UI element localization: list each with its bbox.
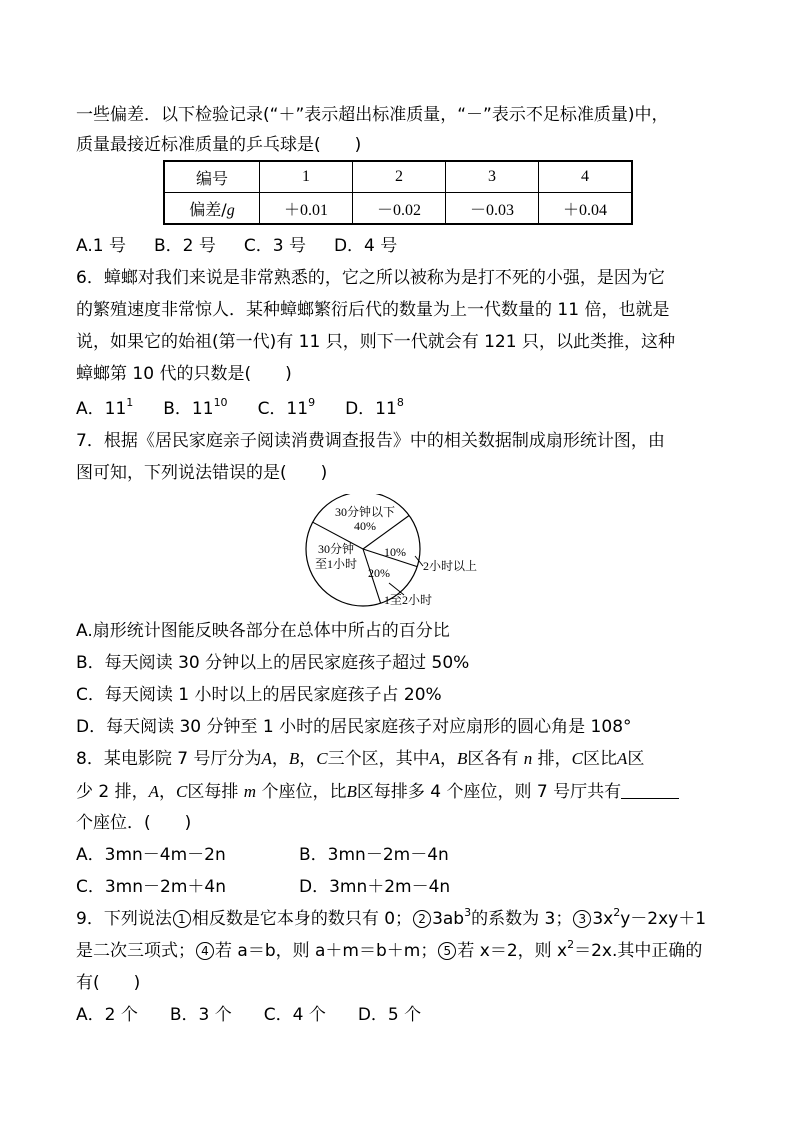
pie-chart — [290, 494, 510, 612]
q7-option-a: A.扇形统计图能反映各部分在总体中所占的百分比 — [76, 621, 450, 641]
q8-text: ， — [159, 782, 177, 802]
q8-text: 排， — [537, 749, 572, 769]
q8-text-line-3: 个座位．( ) — [76, 813, 192, 833]
var-b: B — [456, 749, 468, 768]
table-row — [164, 193, 632, 225]
q9-text: 若 x＝2，则 x — [457, 941, 568, 961]
q7-option-d: D．每天阅读 30 分钟至 1 小时的居民家庭孩子对应扇形的圆心角是 108° — [76, 717, 632, 737]
q8-text: 区每排 — [187, 782, 239, 802]
table-row — [164, 161, 632, 193]
q8-text: ， — [271, 749, 289, 769]
option-c — [257, 396, 316, 419]
q9-text: 相反数是它本身的数只有 0； — [191, 909, 413, 929]
pie-value-10pct: 10% — [384, 545, 406, 559]
q9-text: 的系数为 3； — [471, 909, 573, 929]
q9-text: 若 a＝b，则 a＋m＝b＋m； — [215, 941, 438, 961]
option-c-base: C．11 — [257, 399, 309, 419]
q9-expression: 3x — [592, 909, 614, 929]
table-cell: －0.03 — [446, 193, 539, 225]
pie-label-over-2h: 2小时以上 — [423, 559, 478, 573]
table-cell: 2 — [353, 161, 446, 193]
pie-label-30min-line2: 至1小时 — [314, 557, 358, 571]
table-cell: ＋0.04 — [539, 193, 633, 225]
var-a: A — [617, 749, 628, 768]
table-cell: －0.02 — [353, 193, 446, 225]
option-b: B．3 个 — [169, 1005, 232, 1025]
q9-text-line-3: 有( ) — [76, 973, 141, 993]
q5-options — [76, 235, 397, 257]
var-c: C — [176, 782, 188, 801]
option-c-exponent: 9 — [308, 396, 316, 410]
q9-expression: y－2xy＋1 — [620, 909, 707, 929]
q9-exponent: 2 — [613, 906, 621, 920]
row-label-text: 偏差/ — [189, 199, 227, 219]
q6-options — [76, 398, 404, 420]
q7-option-c: C．每天阅读 1 小时以上的居民家庭孩子占 20% — [76, 685, 442, 705]
circled-number-5: 5 — [438, 942, 456, 960]
circled-number-2: 2 — [413, 910, 431, 928]
var-n: n — [523, 749, 533, 768]
q8-text: 8．某电影院 7 号厅分为 — [76, 749, 262, 769]
q8-text: 区各有 — [467, 749, 519, 769]
var-c: C — [316, 749, 328, 768]
q7-text-line-1: 7．根据《居民家庭亲子阅读消费调查报告》中的相关数据制成扇形统计图，由 — [76, 431, 665, 451]
option-b — [163, 396, 228, 419]
table-row-label — [164, 193, 260, 225]
q6-text-line-3: 说，如果它的始祖(第一代)有 11 只，则下一代就会有 121 只，以此类推，这种 — [76, 332, 675, 352]
option-b-exponent: 10 — [213, 396, 228, 410]
table-cell: 3 — [446, 161, 539, 193]
q8-option-b: B．3mn－2m－4n — [299, 845, 449, 865]
var-b: B — [288, 749, 300, 768]
q8-text: 三个区，其中 — [327, 749, 430, 769]
q8-text-line-2 — [76, 780, 679, 803]
q9-text: ＝2x.其中正确的 — [574, 941, 703, 961]
var-c: C — [571, 749, 584, 768]
option-d: D．4 号 — [333, 236, 398, 256]
q8-option-a: A．3mn－4m－2n — [76, 845, 226, 865]
q6-text-line-1: 6．蟑螂对我们来说是非常熟悉的，它之所以被称为是打不死的小强，是因为它 — [76, 268, 665, 288]
option-b-base: B．11 — [163, 399, 214, 419]
var-b: B — [346, 782, 357, 801]
pie-value-20pct: 20% — [368, 566, 390, 580]
q6-text-line-2: 的繁殖速度非常惊人．某种蟑螂繁衍后代的数量为上一代数量的 11 倍，也就是 — [76, 300, 670, 320]
table-cell: ＋0.01 — [260, 193, 353, 225]
circled-number-1: 1 — [173, 910, 191, 928]
option-a-exponent: 1 — [126, 396, 134, 410]
pie-label-30min-line1: 30分钟 — [317, 542, 355, 556]
table-header-label: 编号 — [164, 161, 260, 193]
pie-value-40pct: 40% — [354, 519, 376, 533]
q7-text-line-2: 图可知，下列说法错误的是( ) — [76, 463, 328, 483]
row-label-unit: g — [226, 201, 235, 219]
option-b: B．2 号 — [153, 236, 216, 256]
circled-number-3: 3 — [573, 910, 591, 928]
circled-number-4: 4 — [196, 942, 214, 960]
option-d: D．5 个 — [357, 1005, 422, 1025]
option-d — [345, 396, 404, 419]
option-c: C．4 个 — [263, 1005, 326, 1025]
answer-blank — [621, 780, 679, 799]
q9-exponent: 3 — [464, 906, 472, 920]
option-a: A．2 个 — [76, 1005, 138, 1025]
q7-option-b: B．每天阅读 30 分钟以上的居民家庭孩子超过 50% — [76, 653, 470, 673]
q9-expression: 3ab — [432, 909, 465, 929]
q9-options — [76, 1004, 421, 1026]
deviation-table — [163, 160, 633, 225]
q8-text: ， — [299, 749, 317, 769]
pie-label-1to2h: 1至2小时 — [383, 593, 433, 607]
q9-exponent: 2 — [567, 938, 575, 952]
var-a: A — [429, 749, 440, 768]
q8-option-c: C．3mn－2m＋4n — [76, 877, 226, 897]
q5-text-line-1: 一些偏差．以下检验记录(“＋”表示超出标准质量，“－”表示不足标准质量)中， — [76, 105, 669, 125]
option-c: C．3 号 — [243, 236, 306, 256]
q8-text: 区 — [627, 749, 645, 769]
option-a: A.1 号 — [76, 236, 126, 256]
q8-option-d: D．3mn＋2m－4n — [299, 877, 451, 897]
var-a: A — [148, 782, 160, 801]
q5-text-line-2: 质量最接近标准质量的乒乓球是( ) — [76, 135, 362, 155]
q9-text: 是二次三项式； — [76, 941, 195, 961]
q8-text-line-1 — [76, 748, 644, 770]
option-d-base: D．11 — [345, 399, 397, 419]
q8-text: 区比 — [583, 749, 618, 769]
option-a-base: A．11 — [76, 399, 127, 419]
option-a — [76, 396, 134, 419]
q9-text: 9．下列说法 — [76, 909, 172, 929]
table-cell: 1 — [260, 161, 353, 193]
q9-text-line-1 — [76, 908, 706, 930]
pie-label-under-30min: 30分钟以下 — [334, 505, 396, 519]
q8-text: 区每排多 4 个座位，则 7 号厅共有 — [356, 782, 622, 802]
table-cell: 4 — [539, 161, 633, 193]
var-a: A — [261, 749, 272, 768]
option-d-exponent: 8 — [396, 396, 404, 410]
q8-text: ， — [439, 749, 457, 769]
q8-text: 少 2 排， — [76, 782, 149, 802]
q6-text-line-4: 蟑螂第 10 代的只数是( ) — [76, 364, 292, 384]
var-m: m — [243, 782, 257, 801]
q9-text-line-2 — [76, 940, 702, 962]
q8-text: 个座位，比 — [261, 782, 347, 802]
